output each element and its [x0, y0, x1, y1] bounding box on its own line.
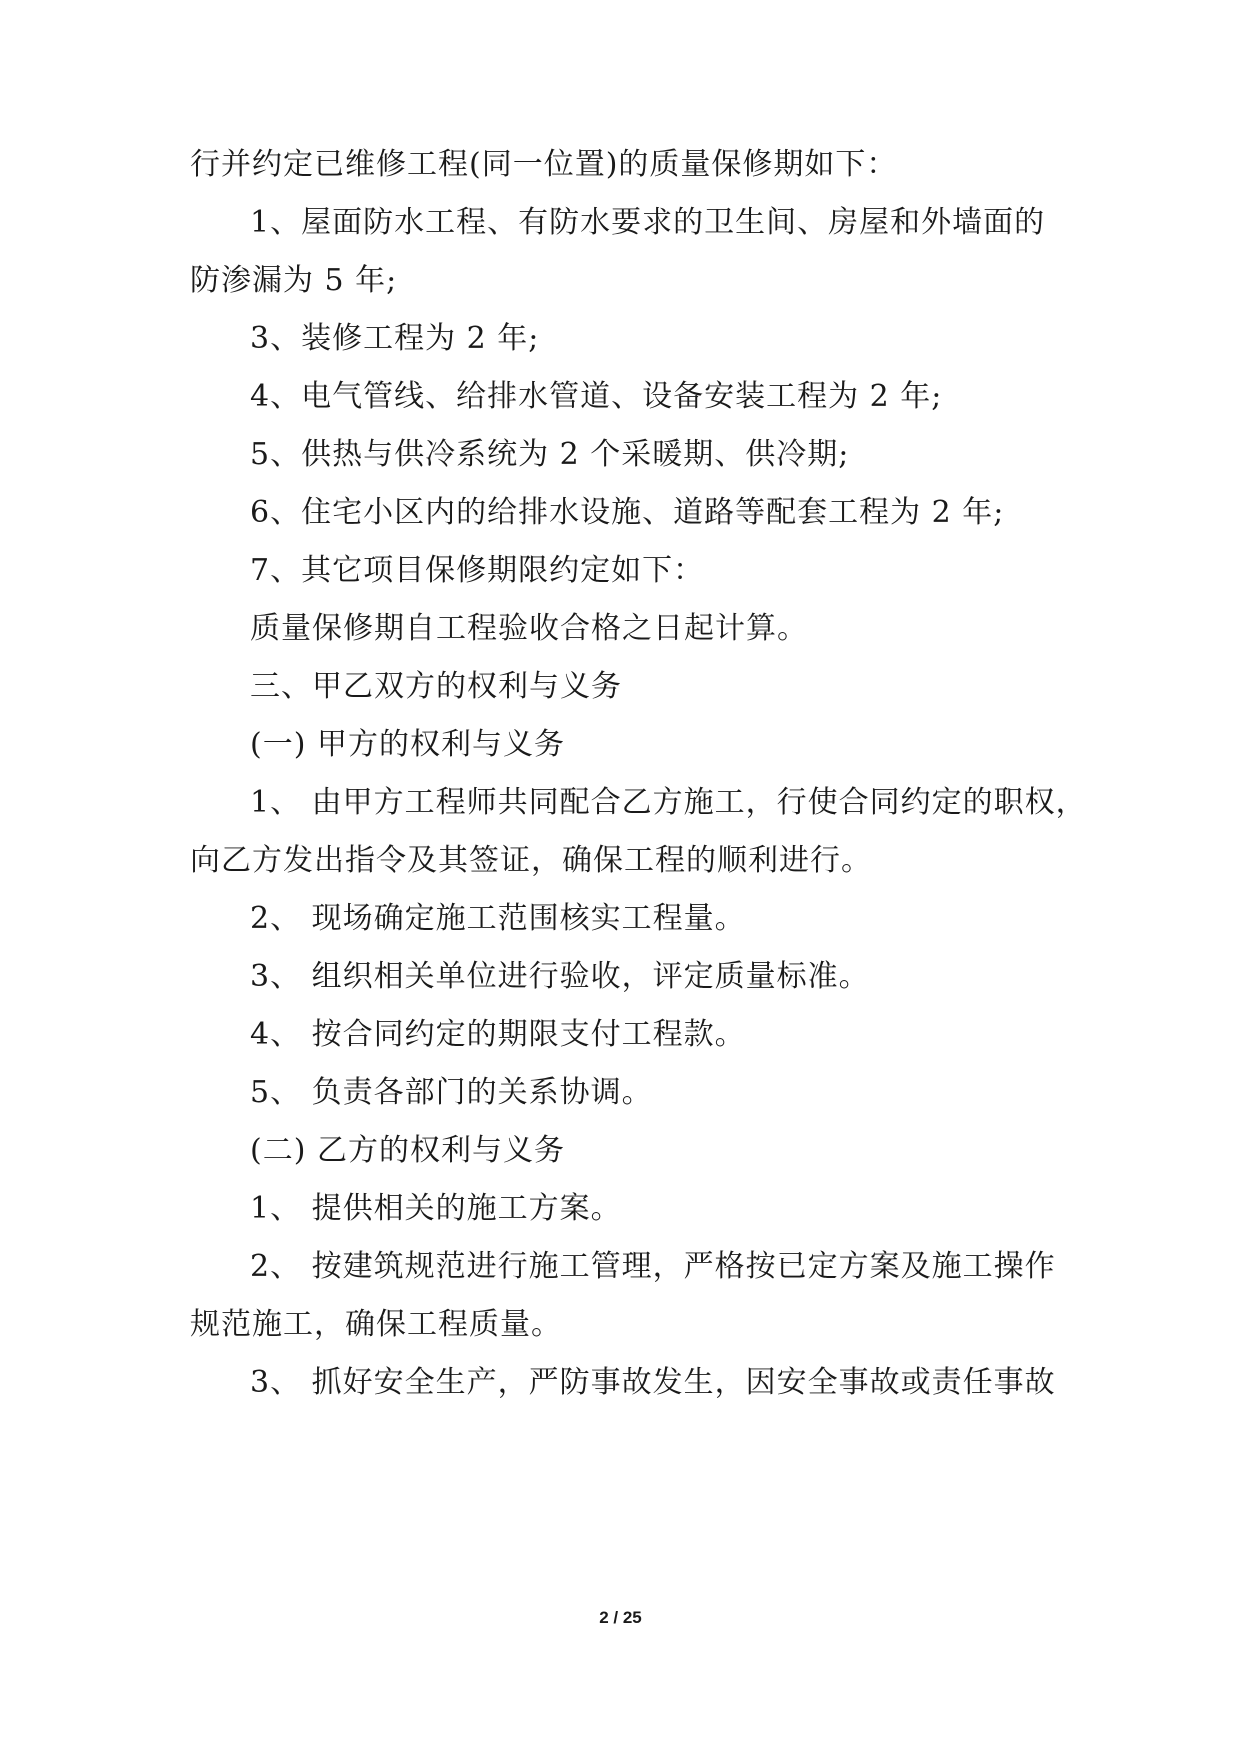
- text-line: 2、 按建筑规范进行施工管理，严格按已定方案及施工操作: [250, 1249, 1056, 1284]
- section-heading: 三、甲乙双方的权利与义务: [250, 669, 622, 704]
- page-number: 2 / 25: [599, 1608, 642, 1627]
- text-line: 3、 组织相关单位进行验收，评定质量标准。: [250, 959, 870, 994]
- text-line: 向乙方发出指令及其签证，确保工程的顺利进行。: [190, 843, 872, 878]
- text-line: 质量保修期自工程验收合格之日起计算。: [250, 611, 808, 646]
- text-line: 4、 按合同约定的期限支付工程款。: [250, 1017, 746, 1052]
- text-line: 1、 由甲方工程师共同配合乙方施工，行使合同约定的职权，: [250, 785, 1087, 820]
- text-line: 1、 提供相关的施工方案。: [250, 1191, 622, 1226]
- text-line: 防渗漏为 5 年;: [190, 263, 398, 298]
- text-line: 4、电气管线、给排水管道、设备安装工程为 2 年;: [250, 379, 943, 414]
- text-line: 3、 抓好安全生产，严防事故发生，因安全事故或责任事故: [250, 1365, 1056, 1400]
- text-line: 6、住宅小区内的给排水设施、道路等配套工程为 2 年;: [250, 495, 1005, 530]
- text-line: 5、供热与供冷系统为 2 个采暖期、供冷期;: [250, 437, 850, 472]
- text-line: 3、装修工程为 2 年;: [250, 321, 540, 356]
- text-line: 7、其它项目保修期限约定如下：: [250, 553, 705, 588]
- subsection-heading: (二) 乙方的权利与义务: [250, 1133, 565, 1168]
- text-line: 规范施工，确保工程质量。: [190, 1307, 562, 1342]
- text-line: 行并约定已维修工程(同一位置)的质量保修期如下：: [190, 147, 898, 182]
- subsection-heading: (一) 甲方的权利与义务: [250, 727, 565, 762]
- text-line: 5、 负责各部门的关系协调。: [250, 1075, 653, 1110]
- text-line: 1、屋面防水工程、有防水要求的卫生间、房屋和外墙面的: [250, 205, 1046, 240]
- text-line: 2、 现场确定施工范围核实工程量。: [250, 901, 746, 936]
